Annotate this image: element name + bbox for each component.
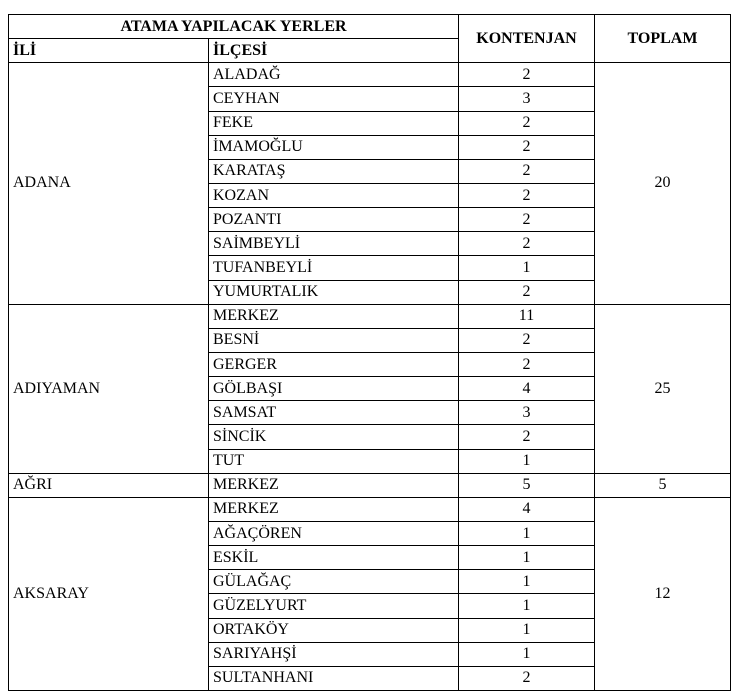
total-cell: 20 <box>595 63 731 304</box>
district-cell: MERKEZ <box>209 497 459 521</box>
total-cell: 25 <box>595 304 731 473</box>
total-cell: 5 <box>595 473 731 497</box>
quota-cell: 2 <box>459 328 595 352</box>
district-cell: MERKEZ <box>209 304 459 328</box>
total-cell: 12 <box>595 497 731 690</box>
province-cell: ADIYAMAN <box>9 304 209 473</box>
table-row <box>9 497 731 521</box>
quota-cell: 2 <box>459 111 595 135</box>
district-cell: GÖLBAŞI <box>209 377 459 401</box>
quota-cell: 1 <box>459 618 595 642</box>
province-cell: AKSARAY <box>9 497 209 690</box>
district-cell: MERKEZ <box>209 473 459 497</box>
quota-cell: 2 <box>459 183 595 207</box>
district-cell: SARIYAHŞİ <box>209 642 459 666</box>
quota-cell: 4 <box>459 497 595 521</box>
district-cell: CEYHAN <box>209 87 459 111</box>
quota-cell: 1 <box>459 570 595 594</box>
quota-cell: 2 <box>459 208 595 232</box>
table-header <box>9 15 731 63</box>
table-row <box>9 304 731 328</box>
district-cell: SAİMBEYLİ <box>209 232 459 256</box>
quota-cell: 2 <box>459 666 595 690</box>
quota-cell: 2 <box>459 232 595 256</box>
quota-cell: 1 <box>459 642 595 666</box>
district-cell: GÜLAĞAÇ <box>209 570 459 594</box>
table-body <box>9 63 731 691</box>
district-cell: KOZAN <box>209 183 459 207</box>
province-cell: ADANA <box>9 63 209 304</box>
district-cell: ORTAKÖY <box>209 618 459 642</box>
quota-cell: 2 <box>459 159 595 183</box>
quota-cell: 1 <box>459 256 595 280</box>
district-cell: FEKE <box>209 111 459 135</box>
column-header-toplam: TOPLAM <box>595 15 731 63</box>
district-cell: SİNCİK <box>209 425 459 449</box>
quota-cell: 1 <box>459 546 595 570</box>
header-row-title <box>9 15 731 39</box>
district-cell: ALADAĞ <box>209 63 459 87</box>
table-row <box>9 63 731 87</box>
district-cell: İMAMOĞLU <box>209 135 459 159</box>
district-cell: TUT <box>209 449 459 473</box>
district-cell: TUFANBEYLİ <box>209 256 459 280</box>
quota-cell: 3 <box>459 401 595 425</box>
table-row <box>9 473 731 497</box>
quota-cell: 2 <box>459 135 595 159</box>
column-header-kontenjan: KONTENJAN <box>459 15 595 63</box>
province-cell: AĞRI <box>9 473 209 497</box>
quota-cell: 4 <box>459 377 595 401</box>
quota-cell: 1 <box>459 521 595 545</box>
district-cell: SULTANHANI <box>209 666 459 690</box>
assignment-table <box>8 14 731 691</box>
district-cell: KARATAŞ <box>209 159 459 183</box>
district-cell: SAMSAT <box>209 401 459 425</box>
quota-cell: 3 <box>459 87 595 111</box>
district-cell: ESKİL <box>209 546 459 570</box>
quota-cell: 1 <box>459 449 595 473</box>
quota-cell: 2 <box>459 352 595 376</box>
quota-cell: 2 <box>459 425 595 449</box>
district-cell: GÜZELYURT <box>209 594 459 618</box>
district-cell: POZANTI <box>209 208 459 232</box>
district-cell: AĞAÇÖREN <box>209 521 459 545</box>
quota-cell: 1 <box>459 594 595 618</box>
quota-cell: 2 <box>459 63 595 87</box>
quota-cell: 5 <box>459 473 595 497</box>
quota-cell: 11 <box>459 304 595 328</box>
quota-cell: 2 <box>459 280 595 304</box>
column-header-ilce: İLÇESİ <box>209 39 459 63</box>
district-cell: BESNİ <box>209 328 459 352</box>
district-cell: GERGER <box>209 352 459 376</box>
table-title: ATAMA YAPILACAK YERLER <box>9 15 459 39</box>
column-header-il: İLİ <box>9 39 209 63</box>
district-cell: YUMURTALIK <box>209 280 459 304</box>
